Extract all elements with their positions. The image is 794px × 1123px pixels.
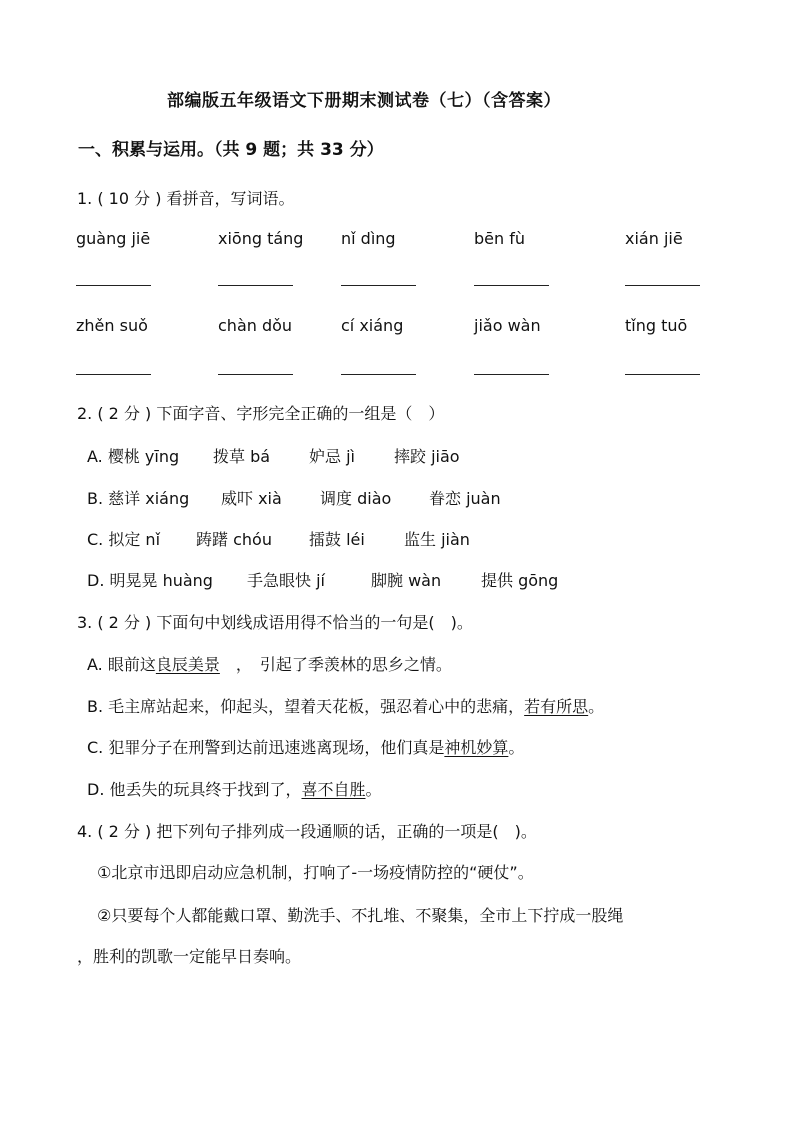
option-item: 擂鼓 léi [309, 530, 365, 549]
question-1-stem: 1. ( 10 分 ) 看拼音，写词语。 [77, 189, 295, 208]
pinyin-item: nǐ dìng [341, 229, 396, 248]
question-2-stem: 2. ( 2 分 ) 下面字音、字形完全正确的一组是（ ） [77, 404, 445, 423]
underlined-idiom: 若有所思 [524, 697, 589, 716]
pinyin-item: chàn dǒu [218, 316, 293, 335]
answer-blank[interactable] [218, 285, 293, 286]
pinyin-item: xiōng táng [218, 229, 304, 248]
option-item: 调度 diào [320, 489, 392, 508]
option-item: 拨草 bá [213, 447, 271, 466]
pinyin-item: tǐng tuō [625, 316, 688, 335]
answer-blank-row-2 [0, 364, 794, 386]
option-text: C. 犯罪分子在刑警到达前迅速逃离现场，他们真是 [87, 738, 445, 757]
question-3-stem: 3. ( 2 分 ) 下面句中划线成语用得不恰当的一句是( )。 [77, 613, 473, 632]
answer-blank[interactable] [474, 374, 549, 375]
question-3-option-d[interactable] [87, 777, 382, 800]
option-text: ， 引起了季羡林的思乡之情。 [219, 655, 452, 674]
pinyin-row-2 [0, 316, 794, 338]
answer-blank-row-1 [0, 275, 794, 297]
page-title: 部编版五年级语文下册期末测试卷（七）（含答案） [167, 91, 561, 111]
question-4-sentence-2-cont: ，胜利的凯歌一定能早日奏响。 [77, 947, 302, 966]
answer-blank[interactable] [625, 374, 700, 375]
pinyin-row-1 [0, 229, 794, 251]
answer-blank[interactable] [218, 374, 293, 375]
pinyin-item: jiǎo wàn [474, 316, 541, 335]
question-4-sentence-2: ②只要每个人都能戴口罩、勤洗手、不扎堆、不聚集，全市上下拧成一股绳 [97, 906, 624, 925]
option-text: A. 眼前这 [87, 655, 156, 674]
underlined-idiom: 喜不自胜 [301, 780, 366, 799]
option-item: 妒忌 jì [309, 447, 355, 466]
option-item: 眷恋 juàn [429, 489, 501, 508]
pinyin-item: zhěn suǒ [76, 316, 148, 335]
option-text: 。 [365, 780, 382, 799]
option-item: 摔跤 jiāo [394, 447, 460, 466]
answer-blank[interactable] [474, 285, 549, 286]
answer-blank[interactable] [625, 285, 700, 286]
question-3-option-c[interactable] [87, 735, 524, 758]
answer-blank[interactable] [76, 285, 151, 286]
option-text: D. 他丢失的玩具终于找到了， [87, 780, 302, 799]
option-text: B. 毛主席站起来，仰起头，望着天花板，强忍着心中的悲痛， [87, 697, 525, 716]
pinyin-item: xián jiē [625, 229, 683, 248]
pinyin-item: guàng jiē [76, 229, 151, 248]
option-item: B. 慈详 xiáng [87, 489, 190, 508]
pinyin-item: bēn fù [474, 229, 525, 248]
pinyin-item: cí xiáng [341, 316, 404, 335]
underlined-idiom: 神机妙算 [444, 738, 509, 757]
question-3-option-a[interactable] [87, 652, 452, 675]
option-item: 威吓 xià [221, 489, 282, 508]
section-title: 一、积累与运用。（共 9 题；共 33 分） [78, 140, 384, 160]
option-item: C. 拟定 nǐ [87, 530, 161, 549]
option-text: 。 [588, 697, 605, 716]
option-item: 踌躇 chóu [196, 530, 272, 549]
answer-blank[interactable] [341, 374, 416, 375]
option-item: A. 樱桃 yīng [87, 447, 180, 466]
question-4-sentence-1: ①北京市迅即启动应急机制，打响了-一场疫情防控的“硬仗”。 [97, 863, 534, 882]
option-item: 手急眼快 jí [247, 571, 325, 590]
underlined-idiom: 良辰美景 [155, 655, 220, 674]
question-4-stem: 4. ( 2 分 ) 把下列句子排列成一段通顺的话，正确的一项是( )。 [77, 822, 537, 841]
option-item: D. 明晃晃 huàng [87, 571, 213, 590]
option-text: 。 [508, 738, 525, 757]
option-item: 脚腕 wàn [371, 571, 442, 590]
answer-blank[interactable] [341, 285, 416, 286]
answer-blank[interactable] [76, 374, 151, 375]
option-item: 提供 gōng [481, 571, 559, 590]
option-item: 监生 jiàn [404, 530, 470, 549]
question-3-option-b[interactable] [87, 694, 604, 717]
